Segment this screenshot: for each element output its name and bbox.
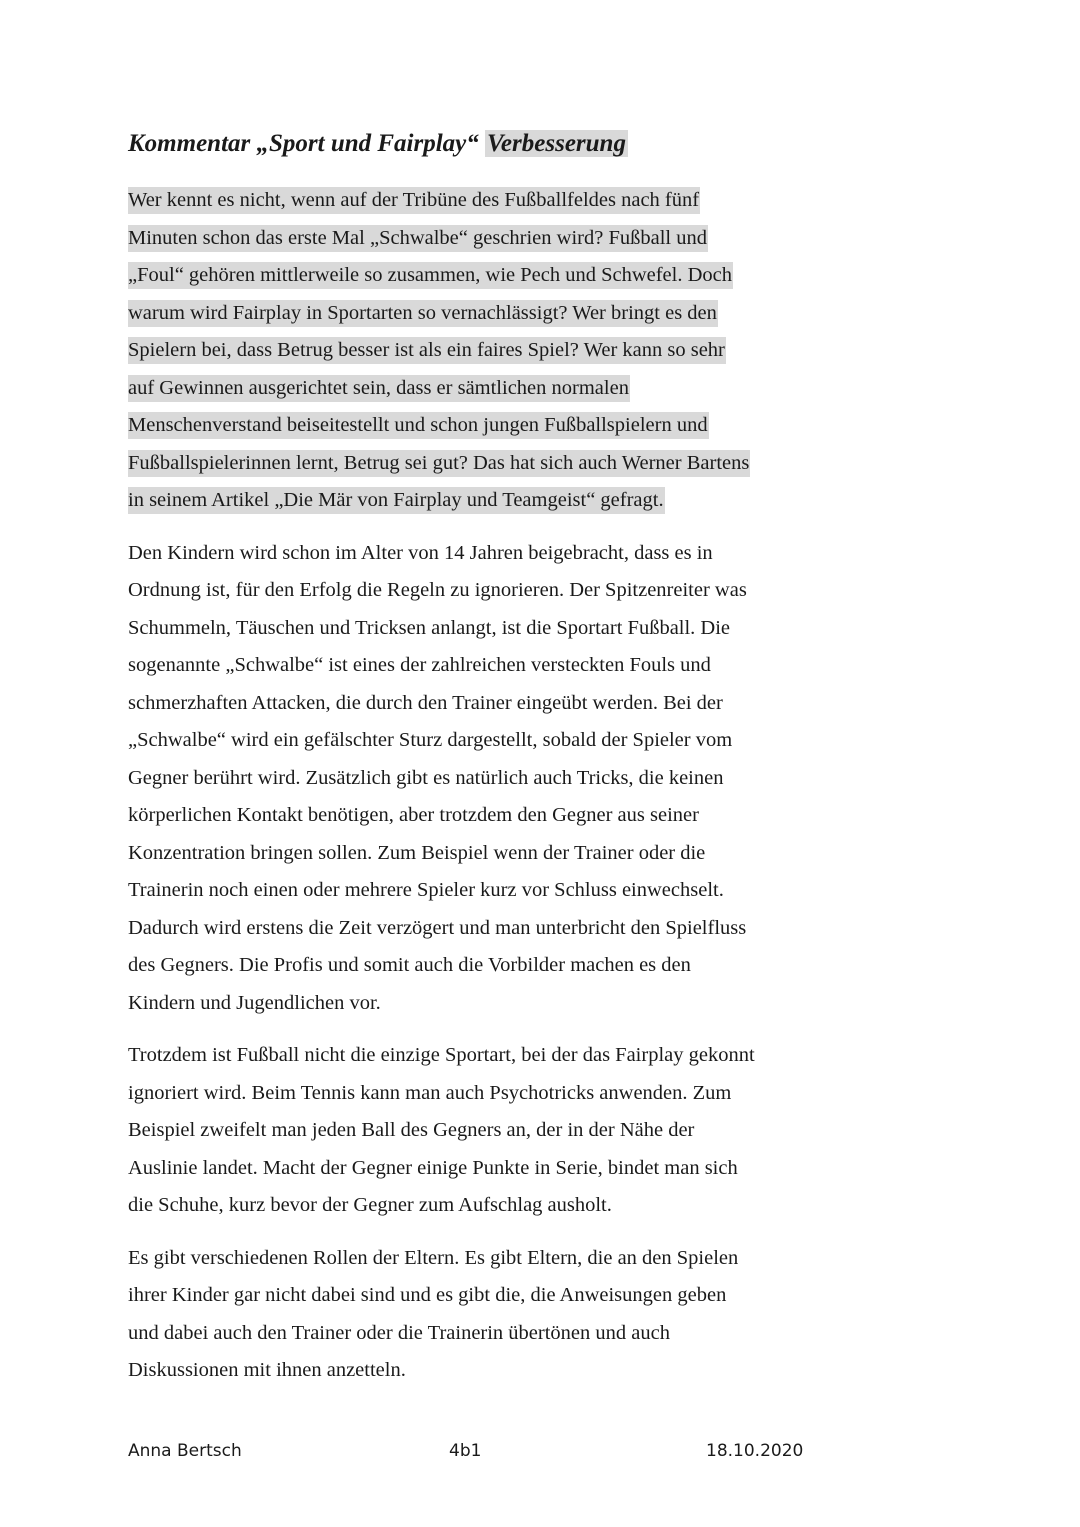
paragraph-2-line: schmerzhaften Attacken, die durch den Trainer eingeübt werden. Bei der [128, 692, 723, 714]
paragraph-2-line: sogenannte „Schwalbe“ ist eines der zahlreichen versteckten Fouls und [128, 654, 711, 676]
page-title [128, 126, 628, 162]
paragraph-2-line: „Schwalbe“ wird ein gefälschter Sturz dargestellt, sobald der Spieler vom [128, 729, 733, 751]
paragraph-1-line: in seinem Artikel „Die Mär von Fairplay und Teamgeist“ gefragt. [128, 487, 665, 514]
paragraph-2-line: körperlichen Kontakt benötigen, aber trotzdem den Gegner aus seiner [128, 804, 699, 826]
paragraph-3-line: Auslinie landet. Macht der Gegner einige Punkte in Serie, bindet man sich [128, 1157, 738, 1179]
paragraph-1-line: Wer kennt es nicht, wenn auf der Tribüne des Fußballfeldes nach fünf [128, 187, 700, 214]
paragraph-2-line: Gegner berührt wird. Zusätzlich gibt es natürlich auch Tricks, die keinen [128, 767, 724, 789]
paragraph-4-line: Es gibt verschiedenen Rollen der Eltern. Es gibt Eltern, die an den Spielen [128, 1247, 739, 1269]
paragraph-2-line: Den Kindern wird schon im Alter von 14 Jahren beigebracht, dass es in [128, 542, 713, 564]
paragraph-3-line: Trotzdem ist Fußball nicht die einzige Sportart, bei der das Fairplay gekonnt [128, 1044, 755, 1066]
paragraph-2-line: Dadurch wird erstens die Zeit verzögert und man unterbricht den Spielfluss [128, 917, 747, 939]
paragraph-1-line: „Foul“ gehören mittlerweile so zusammen, wie Pech und Schwefel. Doch [128, 262, 733, 289]
footer-date: 18.10.2020 [706, 1441, 804, 1461]
paragraph-3-line: Beispiel zweifelt man jeden Ball des Gegners an, der in der Nähe der [128, 1119, 695, 1141]
title-highlight: Verbesserung [487, 130, 626, 157]
paragraph-2-line: Schummeln, Täuschen und Tricksen anlangt, ist die Sportart Fußball. Die [128, 617, 731, 639]
paragraph-3-line: die Schuhe, kurz bevor der Gegner zum Aufschlag ausholt. [128, 1194, 612, 1216]
footer-class: 4b1 [449, 1441, 482, 1461]
paragraph-4-line: ihrer Kinder gar nicht dabei sind und es gibt die, die Anweisungen geben [128, 1284, 727, 1306]
paragraph-2-line: Ordnung ist, für den Erfolg die Regeln zu ignorieren. Der Spitzenreiter was [128, 579, 747, 601]
paragraph-2-line: Kindern und Jugendlichen vor. [128, 992, 381, 1014]
paragraph-1-line: Fußballspielerinnen lernt, Betrug sei gut? Das hat sich auch Werner Bartens [128, 450, 750, 477]
paragraph-2-line: Konzentration bringen sollen. Zum Beispiel wenn der Trainer oder die [128, 842, 706, 864]
paragraph-1-line: auf Gewinnen ausgerichtet sein, dass er sämtlichen normalen [128, 375, 630, 402]
paragraph-1-line: Minuten schon das erste Mal „Schwalbe“ geschrien wird? Fußball und [128, 225, 708, 252]
title-main: Kommentar „Sport und Fairplay“ [128, 130, 479, 157]
paragraph-1-line: Spielern bei, dass Betrug besser ist als ein faires Spiel? Wer kann so sehr [128, 337, 726, 364]
paragraph-2-line: Trainerin noch einen oder mehrere Spieler kurz vor Schluss einwechselt. [128, 879, 724, 901]
paragraph-4-line: und dabei auch den Trainer oder die Trainerin übertönen und auch [128, 1322, 670, 1344]
paragraph-2-line: des Gegners. Die Profis und somit auch die Vorbilder machen es den [128, 954, 691, 976]
paragraph-1-line: warum wird Fairplay in Sportarten so vernachlässigt? Wer bringt es den [128, 300, 718, 327]
paragraph-1-line: Menschenverstand beiseitestellt und schon jungen Fußballspielern und [128, 412, 709, 439]
footer-author: Anna Bertsch [128, 1441, 242, 1461]
paragraph-3-line: ignoriert wird. Beim Tennis kann man auch Psychotricks anwenden. Zum [128, 1082, 732, 1104]
paragraph-4-line: Diskussionen mit ihnen anzetteln. [128, 1359, 406, 1381]
